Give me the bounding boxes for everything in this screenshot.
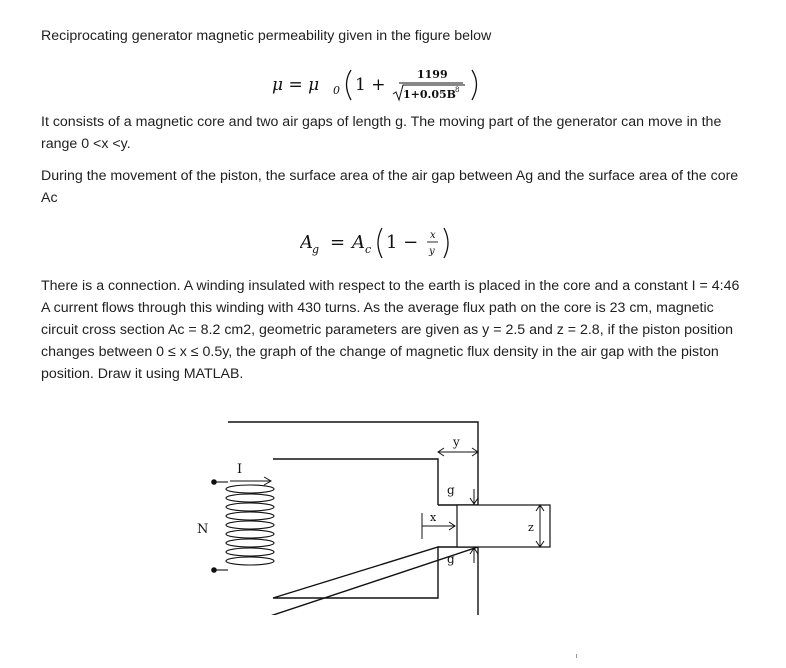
label-g-top: g: [447, 483, 455, 497]
label-y: y: [453, 435, 460, 449]
generator-diagram: [185, 415, 560, 615]
formula-ag-frac-num: x: [430, 230, 436, 241]
formula-ag-lhs: A: [300, 232, 313, 253]
left-paren: [347, 70, 352, 100]
formula-ag-frac-den: y: [429, 246, 435, 257]
connection-paragraph: There is a connection. A winding insulated with respect to the earth is placed in the core and a constant I = 4:46 A current flows through this winding with 430 turns. As the average flux path on the core is 23 cm, magnetic circuit cross section Ac = 8.2 cm2, geometric parameters are given as y = 2.5 and z = 2.8, if the piston position changes between 0 ≤ x ≤ 0.5y, the graph of the change of magnetic flux density in the air gap with the piston position. Draw it using MATLAB.: [41, 278, 740, 382]
stray-mark: [576, 654, 577, 658]
formula-mu-numerator: 1199: [417, 68, 448, 81]
formula-mu-one-plus: 1 +: [355, 75, 386, 95]
permeability-formula: [272, 60, 502, 110]
formula-mu-denominator: 1+0.05B: [403, 88, 456, 101]
label-z: z: [528, 521, 534, 534]
right-paren: [472, 70, 477, 100]
winding-coil: [226, 485, 274, 565]
label-current: I: [237, 462, 243, 477]
top-terminal-dot: [211, 479, 217, 485]
intro-paragraph: Reciprocating generator magnetic permeability given in the figure below: [41, 28, 492, 44]
bottom-terminal-dot: [211, 567, 217, 573]
formula-mu-lhs-sub: 0: [333, 84, 340, 97]
formula-ag-one-minus: 1 −: [386, 232, 419, 253]
moving-piston: [457, 505, 550, 547]
movement-paragraph: During the movement of the piston, the surface area of the air gap between Ag and the surface area of the core Ac: [41, 168, 739, 206]
label-turns: N: [197, 522, 209, 537]
formula-ag-lhs-sub: g: [312, 243, 320, 256]
ag-left-paren: [378, 228, 382, 258]
core-paragraph: It consists of a magnetic core and two air gaps of length g. The moving part of the generator can move in the range 0 <x <y.: [41, 114, 722, 152]
core-inner-edge: [273, 459, 438, 598]
formula-ag-rhs-sub: c: [365, 243, 372, 256]
core-outer-edge: [228, 422, 478, 615]
area-formula: [300, 220, 480, 268]
formula-mu-denominator-sup: 8: [455, 86, 460, 94]
formula-ag-equals: =: [330, 232, 346, 253]
formula-mu-lhs: μ = μ: [272, 75, 320, 95]
ag-right-paren: [444, 228, 448, 258]
label-x: x: [430, 511, 437, 524]
formula-ag-rhs: A: [352, 232, 365, 253]
label-g-bottom: g: [447, 552, 455, 566]
